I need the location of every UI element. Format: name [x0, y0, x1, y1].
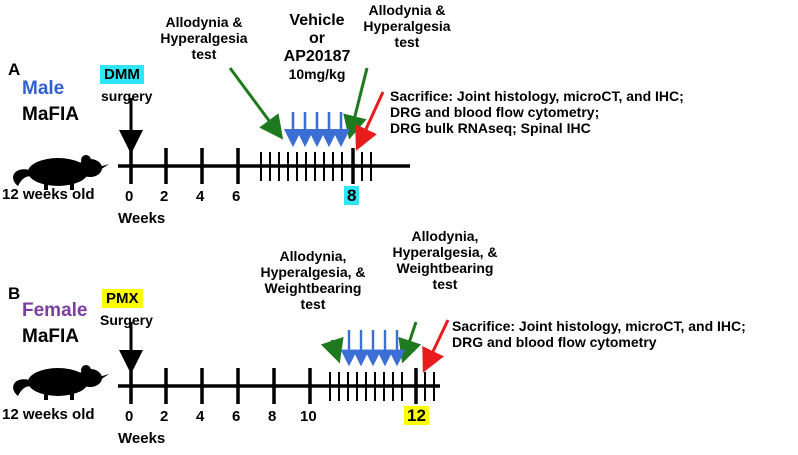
panel-b-dosing-arrows — [349, 330, 397, 358]
panel-b-endpoint-line2: DRG and blood flow cytometry — [452, 334, 657, 350]
panel-b-test1-arrow — [332, 340, 336, 352]
panel-a-age-label: 12 weeks old — [2, 186, 95, 203]
panel-b-callout2-line4: test — [432, 276, 458, 292]
panel-a-strain-label: MaFIA — [22, 104, 79, 125]
panel-b-tick-12-highlighted — [404, 406, 429, 426]
panel-b-callout1-line3: Weightbearing — [264, 280, 362, 296]
panel-a-endpoint-line2: DRG and blood flow cytometry; — [390, 104, 600, 120]
panel-b-callout2-line2: Hyperalgesia, & — [392, 244, 498, 260]
panel-a-tick-0: 0 — [125, 188, 134, 205]
panel-a-axis-label: Weeks — [118, 210, 166, 227]
panel-b-callout-behavior-test-2 — [380, 228, 510, 292]
panel-b-test2-arrow — [406, 322, 416, 352]
panel-a-callout1-line3: test — [191, 46, 217, 62]
panel-a-tick-8-value: 8 — [344, 186, 359, 205]
panel-a-callout1-line1: Allodynia & — [165, 14, 243, 30]
panel-a-callout-behavior-test-2 — [348, 2, 466, 50]
panel-a-dosing-line2: or — [309, 30, 325, 47]
panel-b-axis — [118, 368, 440, 404]
panel-b-callout2-line3: Weightbearing — [396, 260, 494, 276]
panel-b-surgery-sub: Surgery — [100, 312, 153, 328]
panel-b-mouse-icon — [13, 365, 109, 400]
panel-b-sex-label: Female — [22, 300, 88, 321]
panel-a-tick-2: 2 — [160, 188, 169, 205]
panel-a-dosing-arrows — [293, 112, 341, 138]
panel-b-sacrifice-arrow — [428, 320, 448, 362]
panel-a-dosing-line3: AP20187 — [283, 48, 351, 65]
panel-a-surgery-box — [100, 66, 144, 84]
panel-b-callout-behavior-test-1 — [248, 248, 378, 312]
panel-b-callout1-line1: Allodynia, — [279, 248, 347, 264]
panel-b-tick-2: 2 — [160, 408, 169, 425]
panel-a-callout-behavior-test-1 — [144, 14, 264, 62]
panel-a-endpoint-line1: Sacrifice: Joint histology, microCT, and IHC; — [390, 88, 684, 104]
panel-a-letter: A — [8, 60, 21, 79]
panel-a-callout3-line2: Hyperalgesia — [363, 18, 451, 34]
panel-b-letter: B — [8, 284, 21, 303]
panel-b-tick-4: 4 — [196, 408, 205, 425]
panel-a-tick-4: 4 — [196, 188, 205, 205]
panel-b-tick-10: 10 — [300, 408, 317, 425]
panel-a-endpoint-line3: DRG bulk RNAseq; Spinal IHC — [390, 120, 591, 136]
panel-a-sex-label: Male — [22, 78, 65, 99]
panel-b-surgery-box — [102, 290, 143, 308]
panel-a-mouse-icon — [13, 155, 109, 190]
panel-b-tick-0: 0 — [125, 408, 134, 425]
panel-b-age-label: 12 weeks old — [2, 406, 95, 423]
panel-a-surgery-sub: surgery — [101, 88, 153, 104]
panel-a-dosing-line1: Vehicle — [289, 12, 345, 29]
panel-a-sacrifice-arrow — [361, 92, 383, 140]
panel-b-callout1-line4: test — [300, 296, 326, 312]
panel-a-tick-8-highlighted — [344, 186, 359, 206]
panel-b-tick-8: 8 — [268, 408, 277, 425]
panel-b-axis-label: Weeks — [118, 430, 166, 447]
panel-b-tick-12-value: 12 — [404, 406, 429, 425]
panel-b-endpoint-line1: Sacrifice: Joint histology, microCT, and IHC; — [452, 318, 746, 334]
panel-b-surgery-name: PMX — [102, 289, 143, 308]
panel-b-strain-label: MaFIA — [22, 326, 79, 347]
panel-a-callout3-line1: Allodynia & — [368, 2, 446, 18]
panel-b-callout2-line1: Allodynia, — [411, 228, 479, 244]
panel-a-callout1-line2: Hyperalgesia — [160, 30, 248, 46]
panel-a-tick-6: 6 — [232, 188, 241, 205]
panel-a-callout3-line3: test — [394, 34, 420, 50]
panel-a-endpoint-text — [390, 88, 790, 136]
panel-a-dosing-line4: 10mg/kg — [288, 66, 346, 82]
panel-b-callout1-line2: Hyperalgesia, & — [260, 264, 366, 280]
panel-b-tick-6: 6 — [232, 408, 241, 425]
panel-a-axis — [118, 148, 410, 184]
panel-b-endpoint-text — [452, 318, 792, 350]
panel-a-surgery-name: DMM — [100, 65, 144, 84]
